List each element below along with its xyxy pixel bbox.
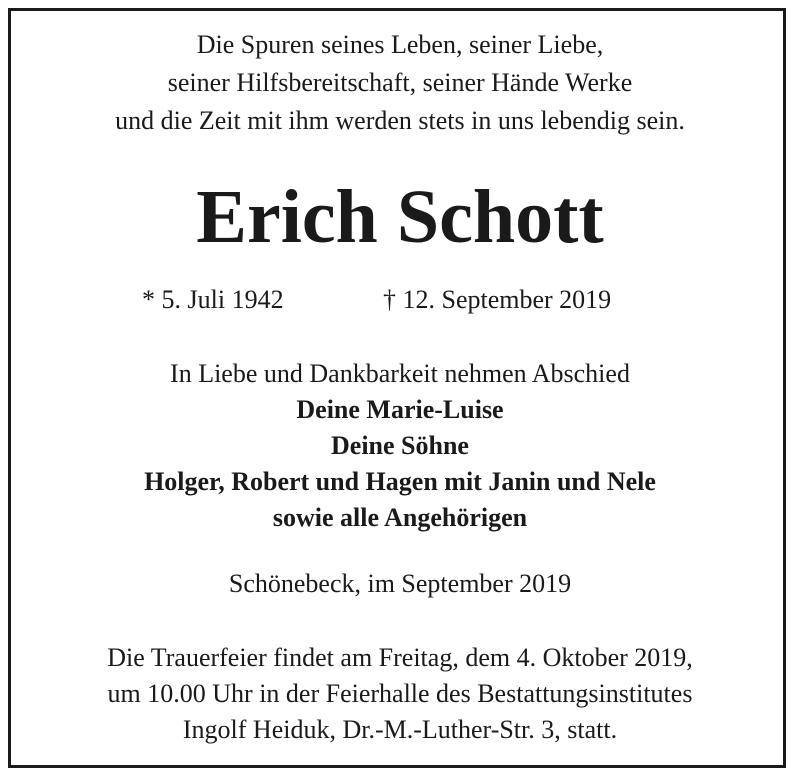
farewell-block <box>0 356 800 536</box>
mourner-wife: Deine Marie-Luise <box>296 395 504 424</box>
place-and-date: Schönebeck, im September 2019 <box>228 569 572 598</box>
mourner-relatives: sowie alle Angehörigen <box>272 503 528 532</box>
death-date: † 12. September 2019 <box>383 285 612 314</box>
birth-date: * 5. Juli 1942 <box>142 285 284 314</box>
service-line-2: um 10.00 Uhr in der Feierhalle des Bestattungsinstitutes <box>107 679 693 708</box>
verse-line-1: Die Spuren seines Leben, seiner Liebe, <box>196 30 604 59</box>
service-line-1: Die Trauerfeier findet am Freitag, dem 4. Oktober 2019, <box>107 643 693 672</box>
verse-line-2: seiner Hilfsbereitschaft, seiner Hände Werke <box>167 68 633 97</box>
farewell-intro: In Liebe und Dankbarkeit nehmen Abschied <box>170 359 630 388</box>
mourner-sons-heading: Deine Söhne <box>331 431 469 460</box>
verse-line-3: und die Zeit mit ihm werden stets in uns lebendig sein. <box>115 106 685 135</box>
service-line-3: Ingolf Heiduk, Dr.-M.-Luther-Str. 3, statt. <box>182 715 618 744</box>
memorial-verse <box>0 26 800 140</box>
mourner-sons-names: Holger, Robert und Hagen mit Janin und Nele <box>144 467 656 496</box>
deceased-name: Erich Schott <box>196 175 604 259</box>
funeral-service-info <box>0 640 800 748</box>
